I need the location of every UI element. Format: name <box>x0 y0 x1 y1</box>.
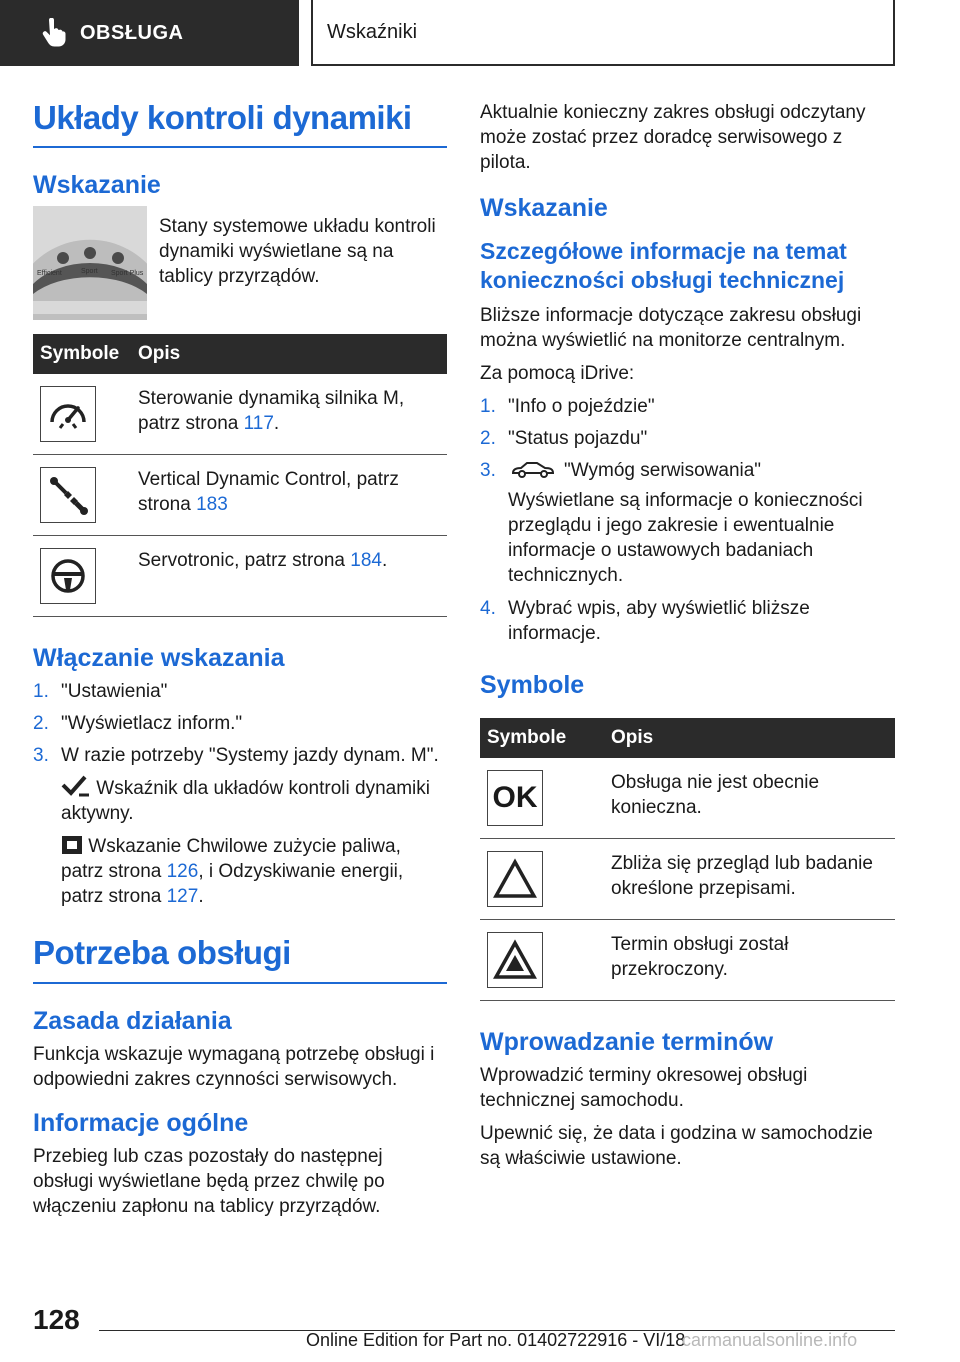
edition-text: Online Edition for Part no. 01402722916 - VI/18 <box>306 1330 686 1350</box>
step3-note-inactive <box>61 834 447 909</box>
display-text: Stany systemowe układu kontroli dynamiki wyświetlane są na tablicy przyrządów. <box>159 216 436 288</box>
fig-label-sport-plus: Sport Plus <box>111 270 144 278</box>
step3-note-active <box>61 775 447 826</box>
warning-triangle-icon <box>487 851 543 907</box>
heading-enable-display: Włączanie wskazania <box>33 644 285 673</box>
step-text: "Wyświetlacz inform." <box>61 713 243 735</box>
step-text: "Status pojazdu" <box>508 427 648 449</box>
step-number: 4. <box>480 597 496 619</box>
service-symbols-table <box>480 718 895 1001</box>
heading-service-details: Szczegółowe informacje na temat konieczności obsługi technicznej <box>480 238 847 293</box>
step-number: 2. <box>33 713 49 735</box>
dynamics-symbols-table <box>33 334 447 617</box>
list-item <box>33 679 447 704</box>
table-row <box>480 919 895 1000</box>
table-header-description: Opis <box>131 334 447 374</box>
cluster-illustration <box>33 206 147 320</box>
row-text: Termin obsługi został przekroczony. <box>604 919 895 1000</box>
step-text: Wybrać wpis, aby wyświetlić bliższe informacje. <box>508 597 810 644</box>
table-header-symbols: Symbole <box>480 718 604 758</box>
table-row <box>480 758 895 839</box>
step-text: W razie potrzeby "Systemy jazdy dynam. M". <box>61 745 439 767</box>
right-column <box>480 100 895 1171</box>
heading-display: Wskazanie <box>33 171 161 200</box>
page-link[interactable]: 126 <box>166 861 199 883</box>
dates-text-2: Upewnić się, że data i godzina w samochodzie są właściwie ustawione. <box>480 1122 873 1169</box>
step-text: "Ustawienia" <box>61 681 168 703</box>
list-item <box>33 743 447 768</box>
enable-steps-list <box>33 679 447 768</box>
fig-label-efficient: Efficient <box>37 270 62 278</box>
instrument-cluster-image <box>33 206 147 320</box>
page-link[interactable]: 127 <box>166 886 199 908</box>
car-icon <box>510 459 556 479</box>
heading-principle: Zasada działania <box>33 1006 232 1035</box>
page-header <box>0 0 960 66</box>
step-number: 3. <box>33 745 49 767</box>
step3-note-text-a: Wskazanie Chwilowe zużycie paliwa, patrz strona <box>61 836 401 883</box>
intro-text: Aktualnie konieczny zakres obsługi odczytany może zostać przez doradcę serwisowego z pilota. <box>480 102 866 173</box>
page-link[interactable]: 117 <box>243 413 274 435</box>
section-title: Wskaźniki <box>311 0 895 66</box>
list-item <box>480 458 895 483</box>
row-text-end: . <box>381 550 388 572</box>
page-link[interactable]: 184 <box>350 550 382 572</box>
watermark: carmanualsonline.info <box>682 1330 858 1350</box>
ok-icon-label: OK <box>492 781 538 814</box>
step-number: 1. <box>33 681 49 703</box>
table-header-description: Opis <box>604 718 895 758</box>
list-item <box>480 426 895 451</box>
checkmark-icon <box>61 775 91 797</box>
list-item <box>480 394 895 419</box>
row-text: Vertical Dynamic Control, patrz strona <box>138 469 399 516</box>
heading-service-need: Potrzeba obsługi <box>33 935 447 983</box>
table-row <box>33 374 447 455</box>
idrive-steps-list <box>480 394 895 483</box>
heading-display-right: Wskazanie <box>480 194 608 222</box>
step3-service-note: Wyświetlane są informacje o konieczności przeglądu i jego zakresie i ewentualnie informacje o ustawowych badaniach technicznych. <box>508 489 863 586</box>
overdue-triangle-icon <box>487 932 543 988</box>
step-number: 3. <box>480 459 496 481</box>
list-item <box>33 711 447 736</box>
step3-note-text-b: , i Odzyskiwanie energii, patrz strona <box>61 861 404 908</box>
table-header-row <box>480 718 895 758</box>
idrive-text: Za pomocą iDrive: <box>480 362 635 384</box>
heading-general-info: Informacje ogólne <box>33 1108 249 1137</box>
row-text: Servotronic, patrz strona <box>138 550 351 572</box>
page-link[interactable]: 183 <box>196 494 228 516</box>
details-text: Bliższe informacje dotyczące zakresu obsługi można wyświetlić na monitorze centralnym. <box>480 304 862 351</box>
left-column <box>33 100 447 1219</box>
row-text: Obsługa nie jest obecnie konieczna. <box>604 758 895 839</box>
list-item <box>480 596 895 646</box>
heading-symbols: Symbole <box>480 670 585 699</box>
step-number: 2. <box>480 427 496 449</box>
hand-pointer-icon <box>40 18 66 48</box>
row-text: Sterowanie dynamiką silnika M, patrz strona <box>138 388 405 435</box>
table-row <box>480 838 895 919</box>
row-text-end: . <box>273 413 280 435</box>
step3-note-active-text: Wskaźnik dla układów kontroli dynamiki aktywny. <box>61 778 430 825</box>
table-header-row <box>33 334 447 374</box>
fig-label-sport: Sport <box>81 268 98 276</box>
general-info-text: Przebieg lub czas pozostały do następnej obsługi wyświetlane będą przez chwilę po włączeniu zapłonu na tablicy przyrządów. <box>33 1145 385 1217</box>
step3-note-text-c: . <box>198 886 204 908</box>
table-header-symbols: Symbole <box>33 334 131 374</box>
engine-dynamics-icon <box>40 386 96 442</box>
idrive-steps-list-cont <box>480 596 895 646</box>
step-text: "Wymóg serwisowania" <box>564 459 762 481</box>
display-figure-row <box>33 206 447 320</box>
step-text: "Info o pojeździe" <box>508 395 655 417</box>
heading-enter-dates: Wprowadzanie terminów <box>480 1027 774 1056</box>
principle-text: Funkcja wskazuje wymaganą potrzebę obsługi i odpowiedni zakres czynności serwisowych. <box>33 1043 435 1090</box>
heading-dynamics-control: Układy kontroli dynamiki <box>33 100 447 148</box>
step-number: 1. <box>480 395 496 417</box>
steering-wheel-icon <box>40 548 96 604</box>
table-row <box>33 536 447 617</box>
ok-icon <box>487 770 543 826</box>
chapter-tab[interactable] <box>0 0 299 66</box>
square-icon <box>61 835 83 855</box>
row-text: Zbliża się przegląd lub badanie określone przepisami. <box>604 838 895 919</box>
table-row <box>33 455 447 536</box>
shock-absorber-icon <box>40 467 96 523</box>
dates-text-1: Wprowadzić terminy okresowej obsługi technicznej samochodu. <box>480 1064 808 1111</box>
chapter-tab-label: OBSŁUGA <box>80 21 184 44</box>
page-number: 128 <box>33 1304 80 1335</box>
